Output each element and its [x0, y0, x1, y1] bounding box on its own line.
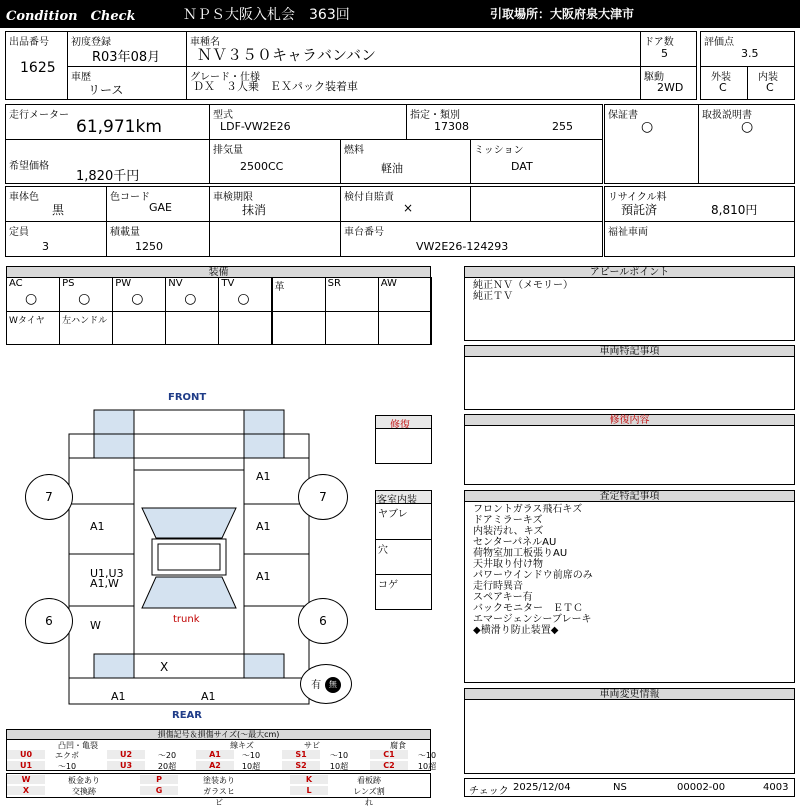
- inspection-value: 抹消: [242, 203, 267, 217]
- load-value: 1250: [135, 240, 163, 253]
- inspection-label: 車検期限: [213, 192, 253, 203]
- legend-cell: S2: [282, 761, 320, 770]
- cabin-tear-label: ヤブレ: [378, 509, 408, 520]
- inspector-line: ◆横滑り防止装置◆: [473, 625, 559, 636]
- equipment-mark: ○: [25, 291, 38, 307]
- exterior-value: C: [719, 81, 727, 94]
- equipment-label: AC: [9, 278, 23, 289]
- footer-bar: [464, 778, 795, 797]
- repair-label-box: [375, 415, 432, 429]
- inspector-line: ドアミラーキズ: [473, 515, 543, 526]
- legend-head-corrosion: 腐食: [390, 741, 406, 750]
- color-code-cell: [106, 186, 210, 222]
- equipment-label: SR: [327, 278, 341, 289]
- interior-label: 内装: [758, 72, 778, 83]
- price-cell: [5, 139, 210, 184]
- price-label: 希望価格: [9, 161, 49, 172]
- check-number: 4003: [763, 782, 789, 793]
- cabin-burn: [375, 574, 432, 610]
- equipment-label: PW: [115, 278, 132, 289]
- changes-box: [464, 699, 795, 774]
- exterior-label: 外装: [711, 72, 731, 83]
- equipment-item-row2: [6, 311, 60, 345]
- mark-rear-x: X: [160, 660, 169, 674]
- equipment-item-sr: [325, 277, 379, 312]
- equipment-label: 左ハンドル: [62, 316, 108, 326]
- legend-cell: 20超: [157, 762, 177, 771]
- inspector-line: 荷物室加工板張りAU: [473, 548, 568, 559]
- designation-value-1: 17308: [434, 120, 469, 133]
- equipment-mark: ○: [184, 291, 197, 307]
- model-value: LDF-VW2E26: [220, 120, 291, 133]
- equipment-item-pw: [112, 277, 166, 312]
- legend-cell: 塗装あり: [203, 776, 235, 785]
- capacity-label: 定員: [9, 227, 29, 238]
- cabin-hole-label: 穴: [378, 545, 388, 556]
- spare-tire: [300, 664, 352, 704]
- appeal-line-2: 純正ＴＶ: [473, 291, 513, 302]
- welfare-cell: [604, 221, 795, 257]
- inspector-line: スペアキー有: [473, 592, 533, 603]
- cabin-label-box: [375, 490, 432, 504]
- car-name: ＮＶ３５０キャラバンバン: [197, 46, 376, 64]
- equipment-item-row2: [218, 311, 272, 345]
- repair-content-title: 修復内容: [464, 414, 795, 426]
- special-title: 車両特記事項: [464, 345, 795, 357]
- legend-cell: U0: [7, 750, 45, 759]
- legend-cell: 〜10: [417, 751, 437, 760]
- legend-cell: G: [140, 786, 178, 795]
- inspection-cell: [209, 186, 341, 222]
- doors-value: 5: [661, 47, 668, 60]
- equipment-item-aw: [378, 277, 432, 312]
- front-label: FRONT: [168, 392, 207, 403]
- load-cell: [106, 221, 210, 257]
- car-diagram: [0, 400, 370, 710]
- equipment-title: 装備: [6, 266, 431, 278]
- legend-head-scratch: 線キズ: [230, 741, 254, 750]
- displacement-label: 排気量: [213, 145, 243, 156]
- equipment-item-row2: [272, 311, 326, 345]
- equipment-item-ps: [59, 277, 113, 312]
- warranty-value: ○: [641, 119, 654, 135]
- recycle-amount: 8,810円: [711, 203, 758, 217]
- legend-head-rust: サビ: [304, 741, 320, 750]
- mission-cell: [470, 139, 603, 184]
- doors-label: ドア数: [644, 37, 674, 48]
- mission-value: DAT: [511, 160, 533, 173]
- legend-cell: L: [290, 786, 328, 795]
- legend-cell: U1: [7, 761, 45, 770]
- cabin-burn-label: コゲ: [378, 580, 398, 591]
- check-initials: NS: [613, 782, 627, 793]
- legend-cell: エクボ: [55, 751, 79, 760]
- recycle-label: リサイクル料: [608, 192, 667, 203]
- equipment-label: PS: [62, 278, 75, 289]
- liability-value: ×: [403, 201, 414, 215]
- special-box: [464, 356, 795, 410]
- mark-rear-right: A1: [201, 690, 216, 703]
- mark-left-mid: U1,U3 A1,W: [90, 567, 124, 590]
- legend-cell: P: [140, 775, 178, 784]
- legend-cell: レンズ割れ: [353, 787, 385, 807]
- legend-repair: [6, 773, 431, 798]
- legend-title: 損傷記号＆損傷サイズ(〜最大cm): [6, 729, 431, 740]
- exterior-cell: [700, 66, 748, 100]
- equipment-item-row2: [378, 311, 432, 345]
- body-color-cell: [5, 186, 107, 222]
- manual-value: ○: [741, 119, 754, 135]
- equipment-mark: ○: [131, 291, 144, 307]
- warranty-cell: [604, 104, 699, 184]
- legend-cell: A1: [196, 750, 234, 759]
- body-color-value: 黒: [52, 203, 65, 217]
- fuel-value: 軽油: [381, 162, 403, 175]
- drive-cell: [640, 66, 697, 100]
- fuel-cell: [340, 139, 471, 184]
- first-reg-label: 初度登録: [71, 37, 111, 48]
- repair-content-box: [464, 425, 795, 485]
- mission-label: ミッション: [474, 145, 524, 156]
- mark-front-right: A1: [256, 470, 271, 483]
- chassis-value: VW2E26-124293: [416, 240, 509, 253]
- doors-cell: [640, 31, 697, 67]
- appeal-title: アピールポイント: [464, 266, 795, 278]
- equipment-label: TV: [221, 278, 235, 289]
- legend-cell: 〜10: [241, 751, 261, 760]
- lot-number: 1625: [20, 60, 56, 76]
- drive-value: 2WD: [657, 81, 684, 94]
- equipment-item-nv: [165, 277, 219, 312]
- mark-right-rear-door: A1: [256, 570, 271, 583]
- mark-right-front-door: A1: [256, 520, 271, 533]
- capacity-cell: [5, 221, 107, 257]
- legend-cell: 〜10: [329, 751, 349, 760]
- score-value: 3.5: [741, 47, 759, 60]
- cabin-label: 客室内装: [377, 495, 417, 506]
- model-cell: [209, 104, 407, 140]
- tire-rear-left: 6: [25, 598, 73, 644]
- equipment-label: NV: [168, 278, 183, 289]
- legend-cell: U2: [107, 750, 145, 759]
- lot-number-cell: [5, 31, 68, 100]
- inspector-line: 走行時異音: [473, 581, 523, 592]
- legend-head-dent: 凸凹・亀裂: [58, 741, 98, 750]
- car-name-cell: [186, 31, 641, 67]
- mileage-cell: [5, 104, 210, 140]
- mark-left-front-door: A1: [90, 520, 105, 533]
- mark-left-rear: W: [90, 619, 101, 632]
- header-bar: [0, 0, 800, 28]
- designation-value-2: 255: [552, 120, 573, 133]
- displacement-value: 2500CC: [240, 160, 284, 173]
- inspector-line: パワーウインドウ前席のみ: [473, 570, 593, 581]
- inspector-line: センターパネルAU: [473, 537, 557, 548]
- legend-cell: 10超: [241, 762, 261, 771]
- score-cell: [700, 31, 795, 67]
- equipment-item-row2: [165, 311, 219, 345]
- cabin-tear: [375, 503, 432, 540]
- inspector-line: フロントガラス飛石キズ: [473, 504, 583, 515]
- spare-icon: 無: [325, 677, 341, 693]
- score-label: 評価点: [704, 37, 734, 48]
- legend-cell: 〜10: [57, 762, 77, 771]
- recycle-status: 預託済: [621, 203, 658, 217]
- mileage-label: 走行メーター: [9, 110, 69, 121]
- history-cell: [67, 66, 187, 100]
- price-value: 1,820千円: [76, 169, 140, 184]
- legend-cell: ガラスヒビ: [203, 787, 235, 807]
- fuel-label: 燃料: [344, 145, 364, 156]
- equipment-item-革: [272, 277, 326, 312]
- equipment-label: 革: [274, 282, 285, 293]
- legend-cell: W: [7, 775, 45, 784]
- appeal-line-1: 純正ＮＶ（メモリー）: [473, 280, 573, 291]
- designation-label: 指定・類別: [410, 110, 460, 121]
- warranty-label: 保証書: [608, 110, 638, 121]
- load-label: 積載量: [110, 227, 140, 238]
- first-reg-value: R03年08月: [92, 50, 161, 65]
- equipment-label: AW: [380, 278, 397, 289]
- designation-cell: [406, 104, 603, 140]
- legend-cell: 板金あり: [68, 776, 100, 785]
- legend-cell: 看板跡: [357, 776, 381, 785]
- liability-label: 検付自賠責: [344, 192, 394, 203]
- appeal-box: [464, 277, 795, 341]
- blank-cell-1: [470, 186, 603, 222]
- legend-cell: K: [290, 775, 328, 784]
- legend-cell: 10超: [329, 762, 349, 771]
- legend-cell: 交換跡: [72, 787, 96, 796]
- legend-cell: X: [7, 786, 45, 795]
- inspector-line: 天井取り付け物: [473, 559, 543, 570]
- rear-label: REAR: [172, 710, 202, 721]
- inspector-line: 内装汚れ、キズ: [473, 526, 544, 537]
- equipment-label: Wタイヤ: [9, 316, 45, 326]
- liability-cell: [340, 186, 471, 222]
- cabin-hole: [375, 539, 432, 575]
- equipment-item-row2: [325, 311, 379, 345]
- legend-cell: C1: [370, 750, 408, 759]
- equipment-item-row2: [59, 311, 113, 345]
- tire-front-left: 7: [25, 474, 73, 520]
- first-reg-cell: [67, 31, 187, 67]
- interior-cell: [747, 66, 795, 100]
- mileage-value: 61,971km: [76, 117, 162, 137]
- inspector-title: 査定特記事項: [464, 490, 795, 502]
- changes-title: 車両変更情報: [464, 688, 795, 700]
- equipment-mark: ○: [237, 291, 250, 307]
- pickup-location: 引取場所：大阪府泉大津市: [490, 7, 635, 21]
- inspector-line: バックモニター ＥＴＣ: [473, 603, 583, 614]
- mark-rear-left: A1: [111, 690, 126, 703]
- lot-label: 出品番号: [9, 37, 49, 48]
- grade-cell: [186, 66, 641, 100]
- grade-value: ＤＸ ３人乗 ＥＸパック装着車: [193, 80, 358, 93]
- legend-cell: 10超: [417, 762, 437, 771]
- legend-cell: C2: [370, 761, 408, 770]
- capacity-value: 3: [42, 240, 49, 253]
- welfare-label: 福祉車両: [608, 227, 648, 238]
- manual-cell: [698, 104, 795, 184]
- legend-cell: 〜20: [157, 751, 177, 760]
- history-label: 車歴: [71, 72, 91, 83]
- chassis-cell: [340, 221, 603, 257]
- displacement-cell: [209, 139, 341, 184]
- form-title: Condition Check: [6, 9, 136, 24]
- tire-front-right: 7: [298, 474, 348, 520]
- equipment-mark: ○: [78, 291, 91, 307]
- recycle-cell: [604, 186, 795, 222]
- equipment-item-row2: [112, 311, 166, 345]
- repair-box: [375, 428, 432, 464]
- check-label: チェック: [469, 786, 509, 797]
- drive-label: 駆動: [644, 72, 664, 83]
- car-name-label: 車種名: [190, 37, 220, 48]
- manual-label: 取扱説明書: [702, 110, 752, 121]
- model-label: 型式: [213, 110, 233, 121]
- inspector-box: [464, 501, 795, 683]
- legend-cell: S1: [282, 750, 320, 759]
- legend-cell: U3: [107, 761, 145, 770]
- legend-cell: A2: [196, 761, 234, 770]
- tire-rear-right: 6: [298, 598, 348, 644]
- grade-label: グレード・仕様: [190, 72, 260, 83]
- auction-name: ＮＰＳ大阪入札会 363回: [183, 7, 350, 23]
- check-date: 2025/12/04: [513, 782, 571, 793]
- color-code-value: GAE: [149, 201, 172, 214]
- repair-label: 修復: [390, 420, 410, 431]
- equipment-item-tv: [218, 277, 272, 312]
- history-value: リース: [88, 83, 124, 97]
- color-code-label: 色コード: [110, 192, 150, 203]
- trunk-label: trunk: [173, 614, 200, 625]
- interior-value: C: [766, 81, 774, 94]
- equipment-item-ac: [6, 277, 60, 312]
- spare-label: 有: [311, 680, 322, 691]
- chassis-label: 車台番号: [344, 227, 384, 238]
- inspector-line: エマージェンシーブレーキ: [473, 614, 592, 625]
- check-code: 00002-00: [677, 782, 726, 793]
- body-color-label: 車体色: [9, 192, 39, 203]
- blank-cell-2: [209, 221, 341, 257]
